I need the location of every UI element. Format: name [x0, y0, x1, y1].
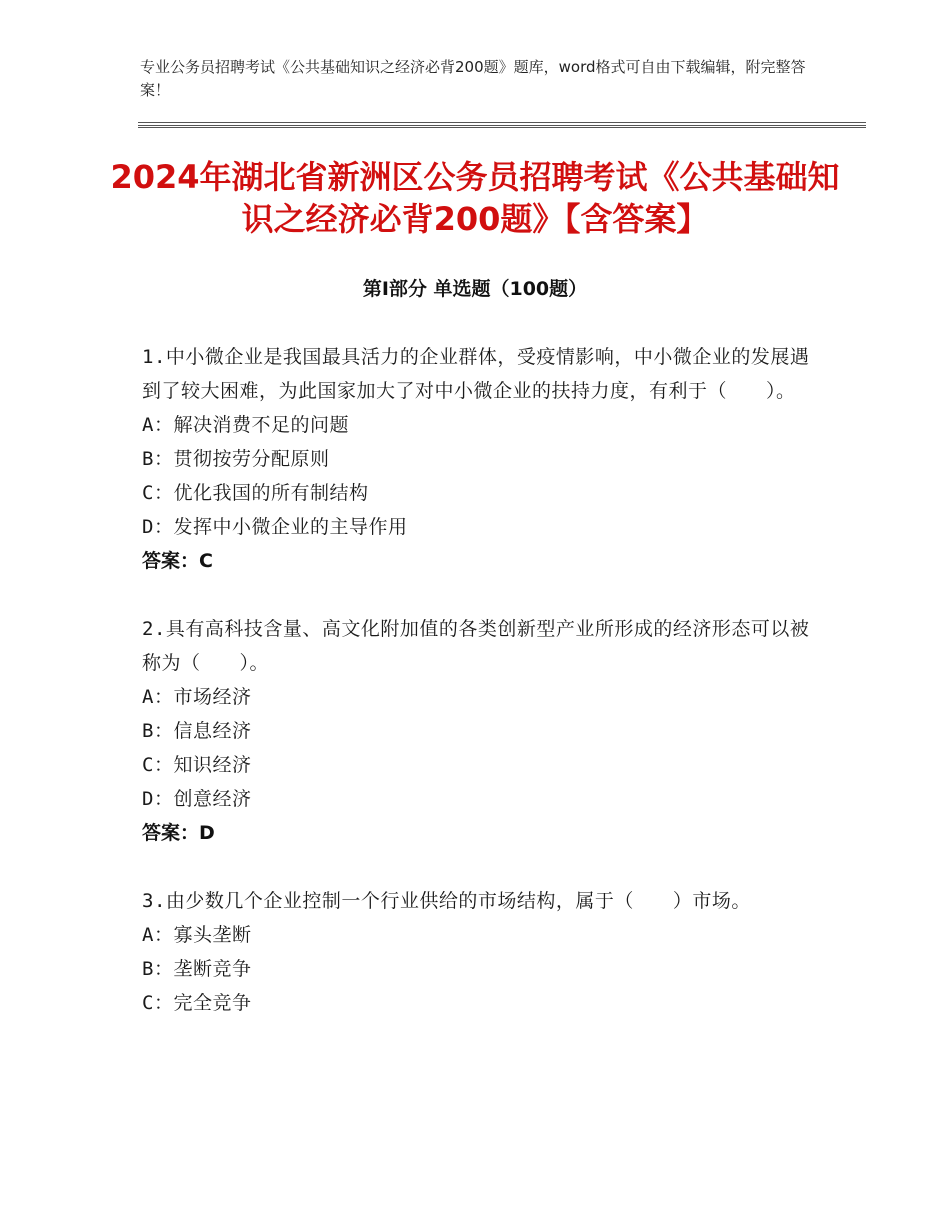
option-c: C：完全竞争 [142, 992, 252, 1014]
section-title: 第Ⅰ部分 单选题（100题） [362, 278, 588, 300]
option-b: B：信息经济 [142, 720, 252, 742]
question-1 [142, 340, 822, 578]
question-stem: 1.中小微企业是我国最具活力的企业群体，受疫情影响，中小微企业的发展遇到了较大困难，为此国家加大了对中小微企业的扶持力度，有利于（ ）。 [142, 346, 810, 402]
question-stem: 3.由少数几个企业控制一个行业供给的市场结构，属于（ ）市场。 [142, 890, 751, 912]
option-a: A：解决消费不足的问题 [142, 414, 349, 436]
option-b: B：垄断竞争 [142, 958, 252, 980]
question-3 [142, 884, 822, 1020]
option-c: C：知识经济 [142, 754, 252, 776]
option-a: A：寡头垄断 [142, 924, 252, 946]
document-title: 2024年湖北省新洲区公务员招聘考试《公共基础知识之经济必背200题》【含答案】 [110, 158, 840, 238]
option-c: C：优化我国的所有制结构 [142, 482, 369, 504]
header-divider [138, 122, 866, 128]
question-list [142, 340, 822, 1054]
question-stem: 2.具有高科技含量、高文化附加值的各类创新型产业所形成的经济形态可以被称为（ ）。 [142, 618, 810, 674]
answer: 答案：D [142, 822, 215, 844]
option-d: D：创意经济 [142, 788, 252, 810]
option-d: D：发挥中小微企业的主导作用 [142, 516, 408, 538]
question-2 [142, 612, 822, 850]
answer: 答案：C [142, 550, 213, 572]
header-note: 专业公务员招聘考试《公共基础知识之经济必背200题》题库，word格式可自由下载编辑，附完整答案！ [140, 58, 806, 99]
option-b: B：贯彻按劳分配原则 [142, 448, 330, 470]
option-a: A：市场经济 [142, 686, 252, 708]
